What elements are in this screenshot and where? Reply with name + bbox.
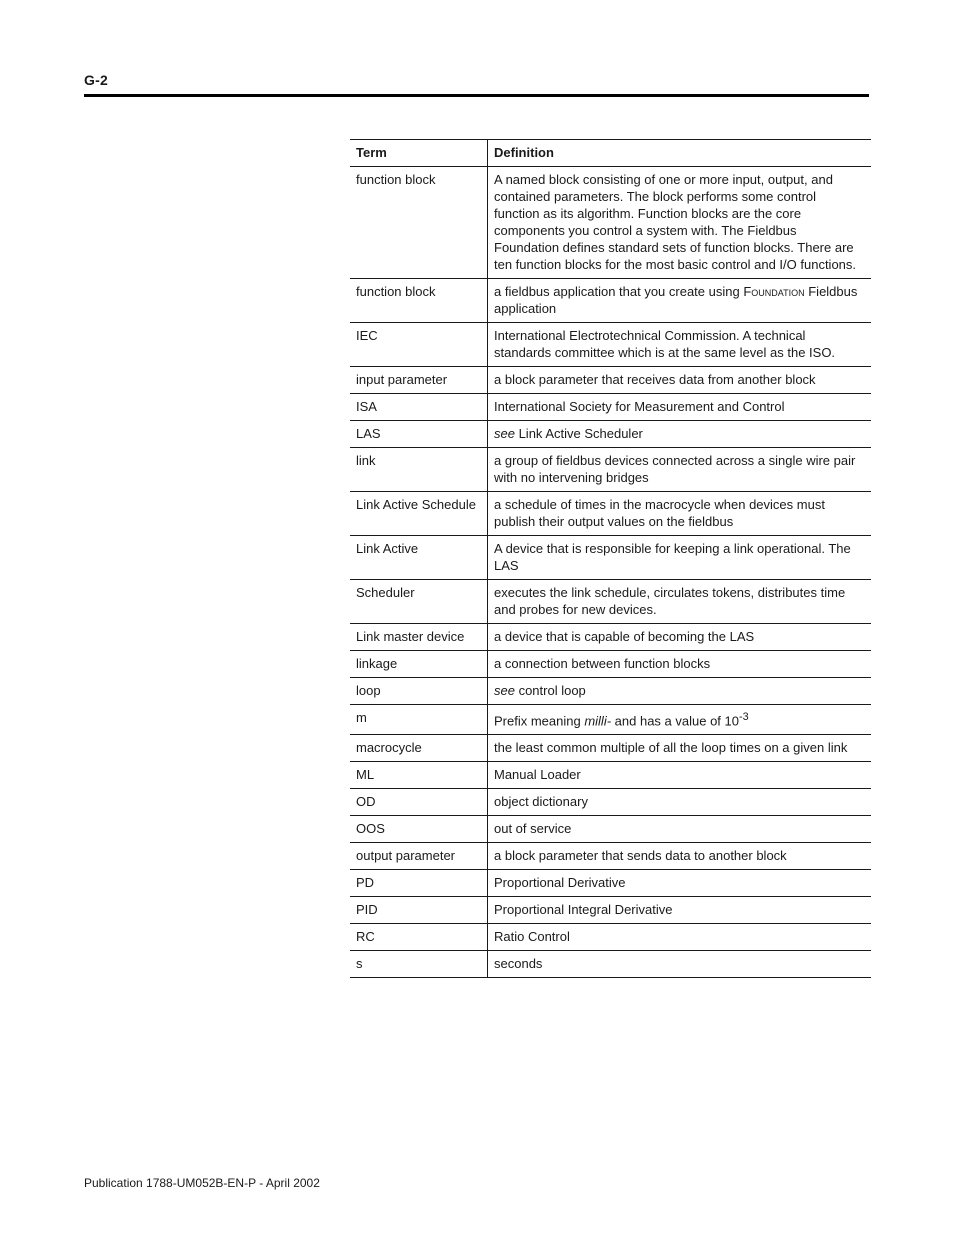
table-row	[350, 789, 871, 816]
definition-cell: a schedule of times in the macrocycle when devices must publish their output values on the fieldbus	[488, 492, 872, 536]
term-cell: link	[350, 448, 488, 492]
term-cell: Link master device	[350, 624, 488, 651]
definition-cell: out of service	[488, 816, 872, 843]
table-row	[350, 843, 871, 870]
term-cell: loop	[350, 678, 488, 705]
term-cell: m	[350, 705, 488, 735]
definition-cell: a device that is capable of becoming the LAS	[488, 624, 872, 651]
see-italic: see	[494, 426, 515, 441]
table-row	[350, 705, 871, 735]
definition-cell: a block parameter that receives data from another block	[488, 367, 872, 394]
definition-cell: International Society for Measurement and Control	[488, 394, 872, 421]
table-row	[350, 816, 871, 843]
table-row	[350, 492, 871, 536]
definition-cell: Manual Loader	[488, 762, 872, 789]
definition-cell	[488, 678, 872, 705]
definition-cell: International Electrotechnical Commission. A technical standards committee which is at the same level as the ISO.	[488, 323, 872, 367]
term-cell: IEC	[350, 323, 488, 367]
term-cell: PD	[350, 870, 488, 897]
table-row	[350, 421, 871, 448]
definition-cell: A named block consisting of one or more input, output, and contained parameters. The block performs some control function as its algorithm. Function blocks are the core components you control a system with. The Fieldbus Foundation defines standard sets of function blocks. There are ten function blocks for the most basic control and I/O functions.	[488, 167, 872, 279]
table-row	[350, 924, 871, 951]
definition-cell: Proportional Integral Derivative	[488, 897, 872, 924]
definition-text: and has a value of 10	[611, 713, 739, 729]
definition-cell: the least common multiple of all the loop times on a given link	[488, 735, 872, 762]
definition-text: Link Active Scheduler	[514, 426, 643, 441]
term-cell: RC	[350, 924, 488, 951]
definition-text: Fieldbus application	[494, 284, 858, 316]
definition-cell: seconds	[488, 951, 872, 978]
term-cell: LAS	[350, 421, 488, 448]
table-row	[350, 167, 871, 279]
definition-cell: object dictionary	[488, 789, 872, 816]
term-cell: OD	[350, 789, 488, 816]
term-cell: ML	[350, 762, 488, 789]
definition-text: a fieldbus application that you create using	[494, 284, 744, 299]
term-cell: linkage	[350, 651, 488, 678]
table-row	[350, 870, 871, 897]
term-cell: ISA	[350, 394, 488, 421]
definition-cell	[488, 705, 872, 735]
table-row	[350, 394, 871, 421]
term-cell: PID	[350, 897, 488, 924]
term-column-header: Term	[350, 140, 488, 167]
term-cell: function block	[350, 167, 488, 279]
term-cell: Link Active Schedule	[350, 492, 488, 536]
table-row	[350, 323, 871, 367]
definition-cell: a connection between function blocks	[488, 651, 872, 678]
definition-cell: executes the link schedule, circulates tokens, distributes time and probes for new devices.	[488, 580, 872, 624]
definition-cell: Proportional Derivative	[488, 870, 872, 897]
glossary-table	[350, 139, 871, 978]
table-header-row	[350, 140, 871, 167]
definition-text: Prefix meaning	[494, 713, 585, 729]
term-cell: function block	[350, 279, 488, 323]
definition-text: control loop	[514, 683, 586, 698]
table-row	[350, 897, 871, 924]
term-cell: output parameter	[350, 843, 488, 870]
exponent-superscript: -3	[738, 711, 749, 723]
definition-cell	[488, 279, 872, 323]
table-row	[350, 651, 871, 678]
table-row	[350, 762, 871, 789]
definition-cell: a block parameter that sends data to another block	[488, 843, 872, 870]
page-number: G-2	[84, 72, 108, 88]
header-rule	[84, 94, 869, 97]
term-cell: OOS	[350, 816, 488, 843]
definition-cell: A device that is responsible for keeping a link operational. The LAS	[488, 536, 872, 580]
term-cell: Scheduler	[350, 580, 488, 624]
footer-publication: Publication 1788-UM052B-EN-P - April 2002	[84, 1176, 320, 1190]
table-row	[350, 536, 871, 580]
term-cell: input parameter	[350, 367, 488, 394]
see-italic: see	[494, 683, 515, 698]
definition-column-header: Definition	[488, 140, 872, 167]
table-row	[350, 624, 871, 651]
table-row	[350, 367, 871, 394]
milli-italic: milli-	[584, 713, 612, 729]
table-row	[350, 448, 871, 492]
definition-cell: a group of fieldbus devices connected across a single wire pair with no intervening bridges	[488, 448, 872, 492]
term-cell: Link Active	[350, 536, 488, 580]
table-row	[350, 951, 871, 978]
term-cell: s	[350, 951, 488, 978]
table-row	[350, 735, 871, 762]
table-row	[350, 279, 871, 323]
foundation-smallcaps: Foundation	[743, 284, 805, 299]
definition-cell	[488, 421, 872, 448]
term-cell: macrocycle	[350, 735, 488, 762]
table-row	[350, 678, 871, 705]
table-row	[350, 580, 871, 624]
definition-cell: Ratio Control	[488, 924, 872, 951]
